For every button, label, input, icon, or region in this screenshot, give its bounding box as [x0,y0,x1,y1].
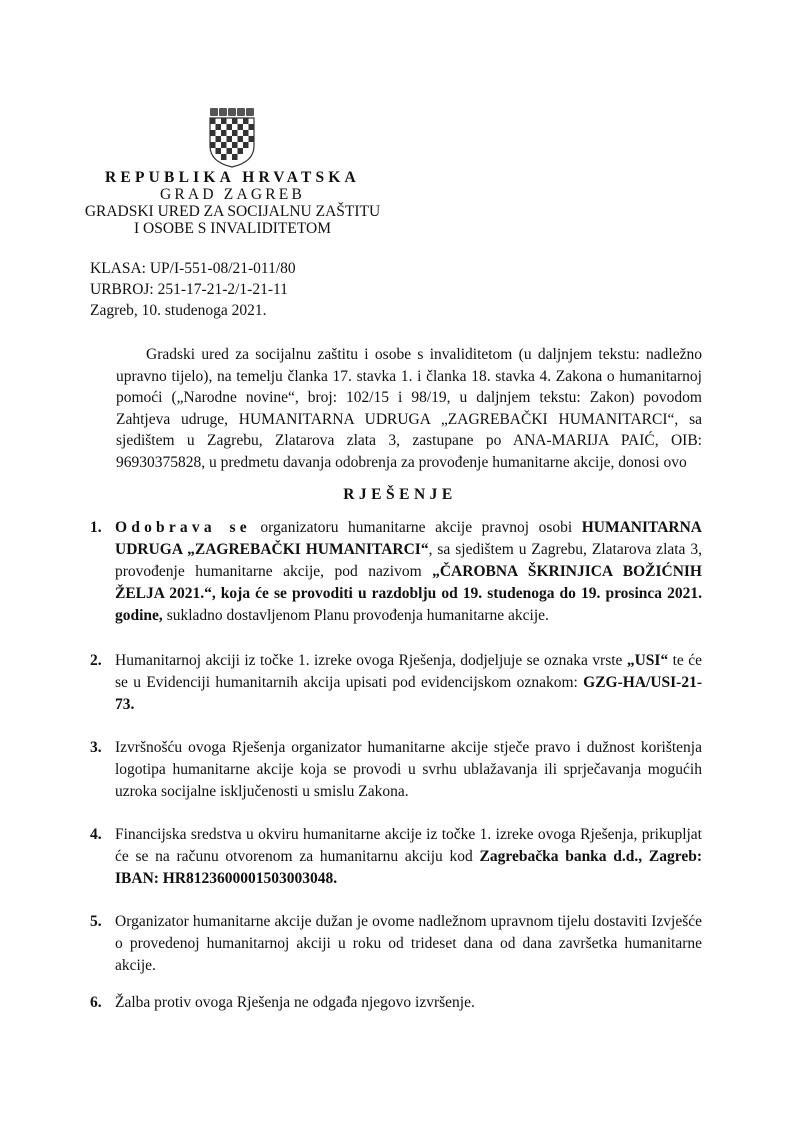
item-number: 6. [90,994,102,1011]
bank-account: Zagrebačka banka d.d., Zagreb: IBAN: HR8123600001503003048. [115,848,702,887]
date-line: Zagreb, 10. studenoga 2021. [90,302,267,319]
item-text: Žalba protiv ovoga Rješenja ne odgađa njegovo izvršenje. [115,994,475,1011]
item-number: 1. [90,519,102,536]
klasa-line: KLASA: UP/I-551-08/21-011/80 [90,260,296,277]
list-item [90,911,702,977]
registry-code: GZG-HA/USI-21-73. [115,674,702,713]
item-text: Financijska sredstva u okviru humanitarne akcije iz točke 1. izreke ovoga Rješenja, prikupljat će se na računu otvorenom za humanitarnu akciju kod [115,826,702,865]
organizer-name: HUMANITARNA UDRUGA „ZAGREBAČKI HUMANITARCI“ [115,519,702,558]
item-text: sukladno dostavljenom Planu provođenja humanitarne akcije. [162,607,549,624]
country-heading: REPUBLIKA HRVATSKA [105,169,360,186]
urbroj-line: URBROJ: 251-17-21-2/1-21-11 [90,281,288,298]
list-item [90,517,702,627]
list-item [90,992,702,1014]
list-item [90,650,702,716]
item-text: te će se u Evidenciji humanitarnih akcija upisati pod evidencijskom oznakom: [115,652,702,691]
intro-paragraph: Gradski ured za socijalnu zaštitu i osobe s invaliditetom (u daljnjem tekstu: nadležno upravno tijelo), na temelju članka 17. stavka 1. i članka 18. stavka 4. Zakona o humanitarnoj pomoći („Narodne novine“, broj: 102/15 i 98/19, u daljnjem tekstu: Zakon) povodom Zahtjeva udruge, HUMANITARNA UDRUGA „ZAGREBAČKI HUMANITARCI“, sa sjedištem u Zagrebu, Zlatarova zlata 3, zastupane po ANA-MARIJA PAIĆ, OIB: 96930375828, u predmetu davanja odobrenja za provođenje humanitarne akcije, donosi ovo [116,346,702,471]
item-number: 3. [90,739,102,756]
city-heading: GRAD ZAGREB [160,186,305,203]
document-title: RJEŠENJE [343,486,457,503]
list-item [90,824,702,890]
list-item [90,737,702,803]
coat-of-arms-icon [207,108,257,168]
type-label: „USI“ [626,652,669,669]
item-number: 4. [90,826,102,843]
item-text: Organizator humanitarne akcije dužan je ovome nadležnom upravnom tijelu dostaviti Izvješće o provedenoj humanitarnoj akciji u roku od trideset dana od dana završetka humanitarne akcije. [115,913,702,974]
action-name: „ČAROBNA ŠKRINJICA BOŽIĆNIH ŽELJA 2021.“, koja će se provoditi u razdoblju od 19. studenoga do 19. prosinca 2021. godine, [115,563,702,624]
item-text: organizatoru humanitarne akcije pravnoj osobi [250,519,582,536]
office-heading-line1: GRADSKI URED ZA SOCIJALNU ZAŠTITU [84,203,381,220]
item-text: Humanitarnoj akciji iz točke 1. izreke ovoga Rješenja, dodjeljuje se oznaka vrste [115,652,627,669]
item-number: 2. [90,652,102,669]
office-heading-line2: I OSOBE S INVALIDITETOM [133,220,332,237]
item-emphasis: Odobrava se [115,519,251,536]
item-text: , sa sjedištem u Zagrebu, Zlatarova zlata 3, provođenje humanitarne akcije, pod nazivom [115,541,702,580]
item-number: 5. [90,913,102,930]
item-text: Izvršnošću ovoga Rješenja organizator humanitarne akcije stječe pravo i dužnost korištenja logotipa humanitarne akcije koja se provodi u svrhu ublažavanja ili sprječavanja mogućih uzroka socijalne isključenosti u smislu Zakona. [115,739,702,800]
